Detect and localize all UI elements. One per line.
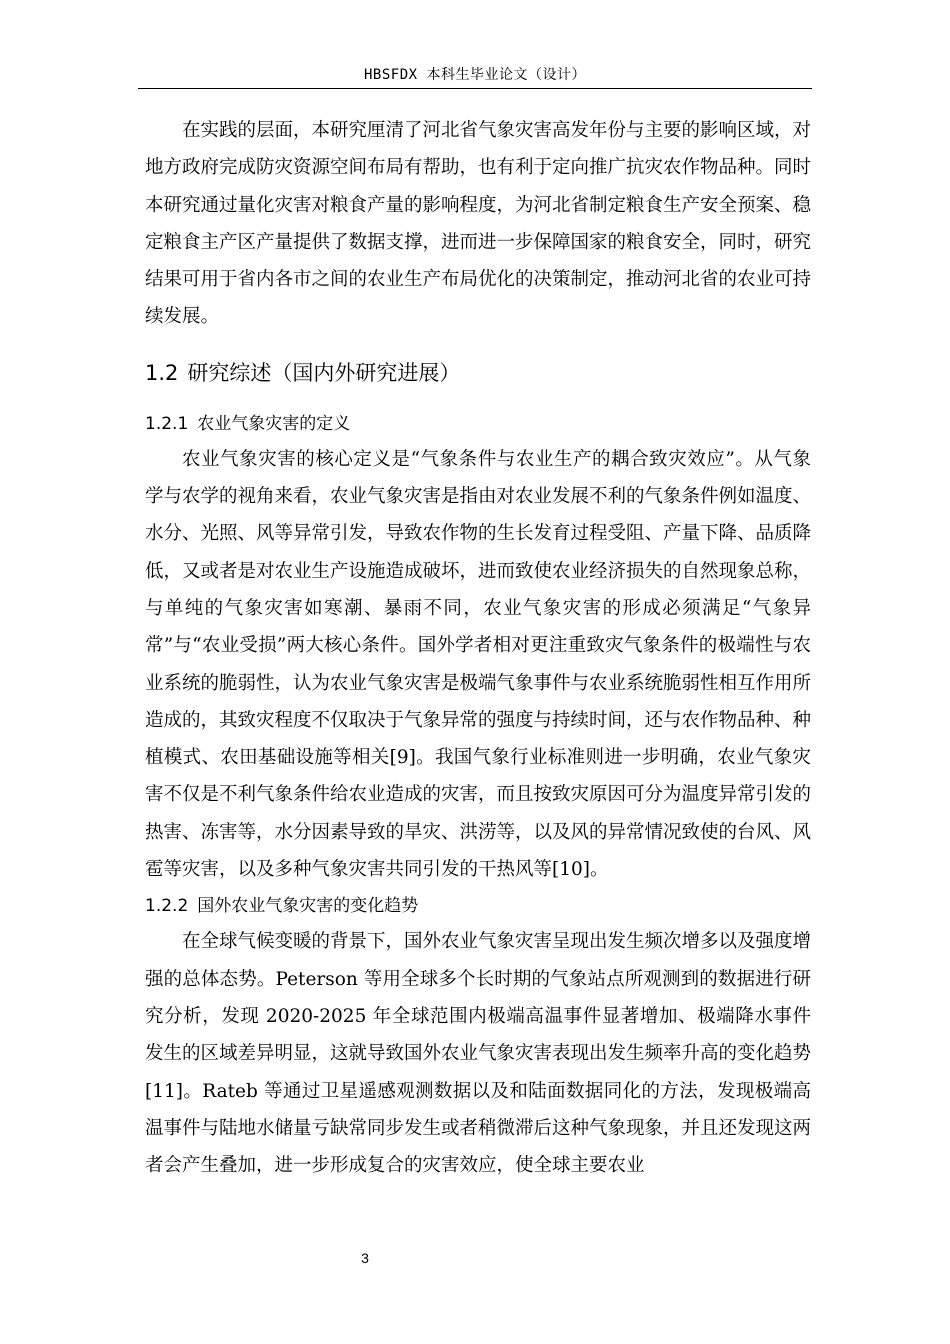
running-header: HBSFDX 本科生毕业论文（设计） — [363, 67, 586, 83]
subsection-heading-1-2-2 — [145, 890, 811, 923]
paragraph-definition: 农业气象灾害的核心定义是“气象条件与农业生产的耦合致灾效应”。从气象学与农学的视角来看，农业气象灾害是指由对农业发展不利的气象条件例如温度、水分、光照、风等异常引发，导致农作物的生长发育过程受阻、产量下降、品质降低，又或者是对农业生产设施造成破坏，进而致使农业经济损失的自然现象总称，与单纯的气象灾害如寒潮、暴雨不同，农业气象灾害的形成必须满足“气象异常”与“农业受损”两大核心条件。国外学者相对更注重致灾气象条件的极端性与农业系统的脆弱性，认为农业气象灾害是极端气象事件与农业系统脆弱性相互作用所造成的，其致灾程度不仅取决于气象异常的强度与持续时间，还与农作物品种、种植模式、农田基础设施等相关[9]。我国气象行业标准则进一步明确，农业气象灾害不仅是不利气象条件给农业造成的灾害，而且按致灾原因可分为温度异常引发的热害、冻害等，水分因素导致的旱灾、洪涝等，以及风的异常情况致使的台风、风雹等灾害，以及多种气象灾害共同引发的干热风等[10]。 — [145, 448, 812, 881]
subsection-number: 1.2.1 — [145, 413, 189, 434]
subsection-title: 农业气象灾害的定义 — [197, 413, 351, 434]
paragraph-practical-significance: 在实践的层面，本研究厘清了河北省气象灾害高发年份与主要的影响区域，对地方政府完成防灾资源空间布局有帮助，也有利于定向推广抗灾农作物品种。同时本研究通过量化灾害对粮食产量的影响程度，为河北省制定粮食生产安全预案、稳定粮食主产区产量提供了数据支撑，进而进一步保障国家的粮食安全，同时，研究结果可用于省内各市之间的农业生产布局优化的决策制定，推动河北省的农业可持续发展。 — [145, 120, 812, 328]
section-number: 1.2 — [145, 360, 179, 385]
document-body — [145, 112, 811, 1184]
section-heading-1-2 — [145, 356, 811, 390]
subsection-title: 国外农业气象灾害的变化趋势 — [197, 896, 419, 917]
header-divider — [138, 88, 812, 89]
paragraph-foreign-trends: 在全球气候变暖的背景下，国外农业气象灾害呈现出发生频次增多以及强度增强的总体态势。Peterson 等用全球多个长时期的气象站点所观测到的数据进行研究分析，发现 2020-2025 年全球范围内极端高温事件显著增加、极端降水事件发生的区域差异明显，这就导致国外农业气象灾害表现出发生频率升高的变化趋势[11]。Rateb 等通过卫星遥感观测数据以及和陆面数据同化的方法，发现极端高温事件与陆地水储量亏缺常同步发生或者稍微滞后这种气象现象，并且还发现这两者会产生叠加，进一步形成复合的灾害效应，使全球主要农业 — [145, 931, 812, 1177]
subsection-heading-1-2-1 — [145, 408, 811, 441]
section-title: 研究综述（国内外研究进展） — [187, 360, 461, 385]
subsection-number: 1.2.2 — [145, 896, 189, 917]
page-number: 3 — [361, 1250, 369, 1266]
